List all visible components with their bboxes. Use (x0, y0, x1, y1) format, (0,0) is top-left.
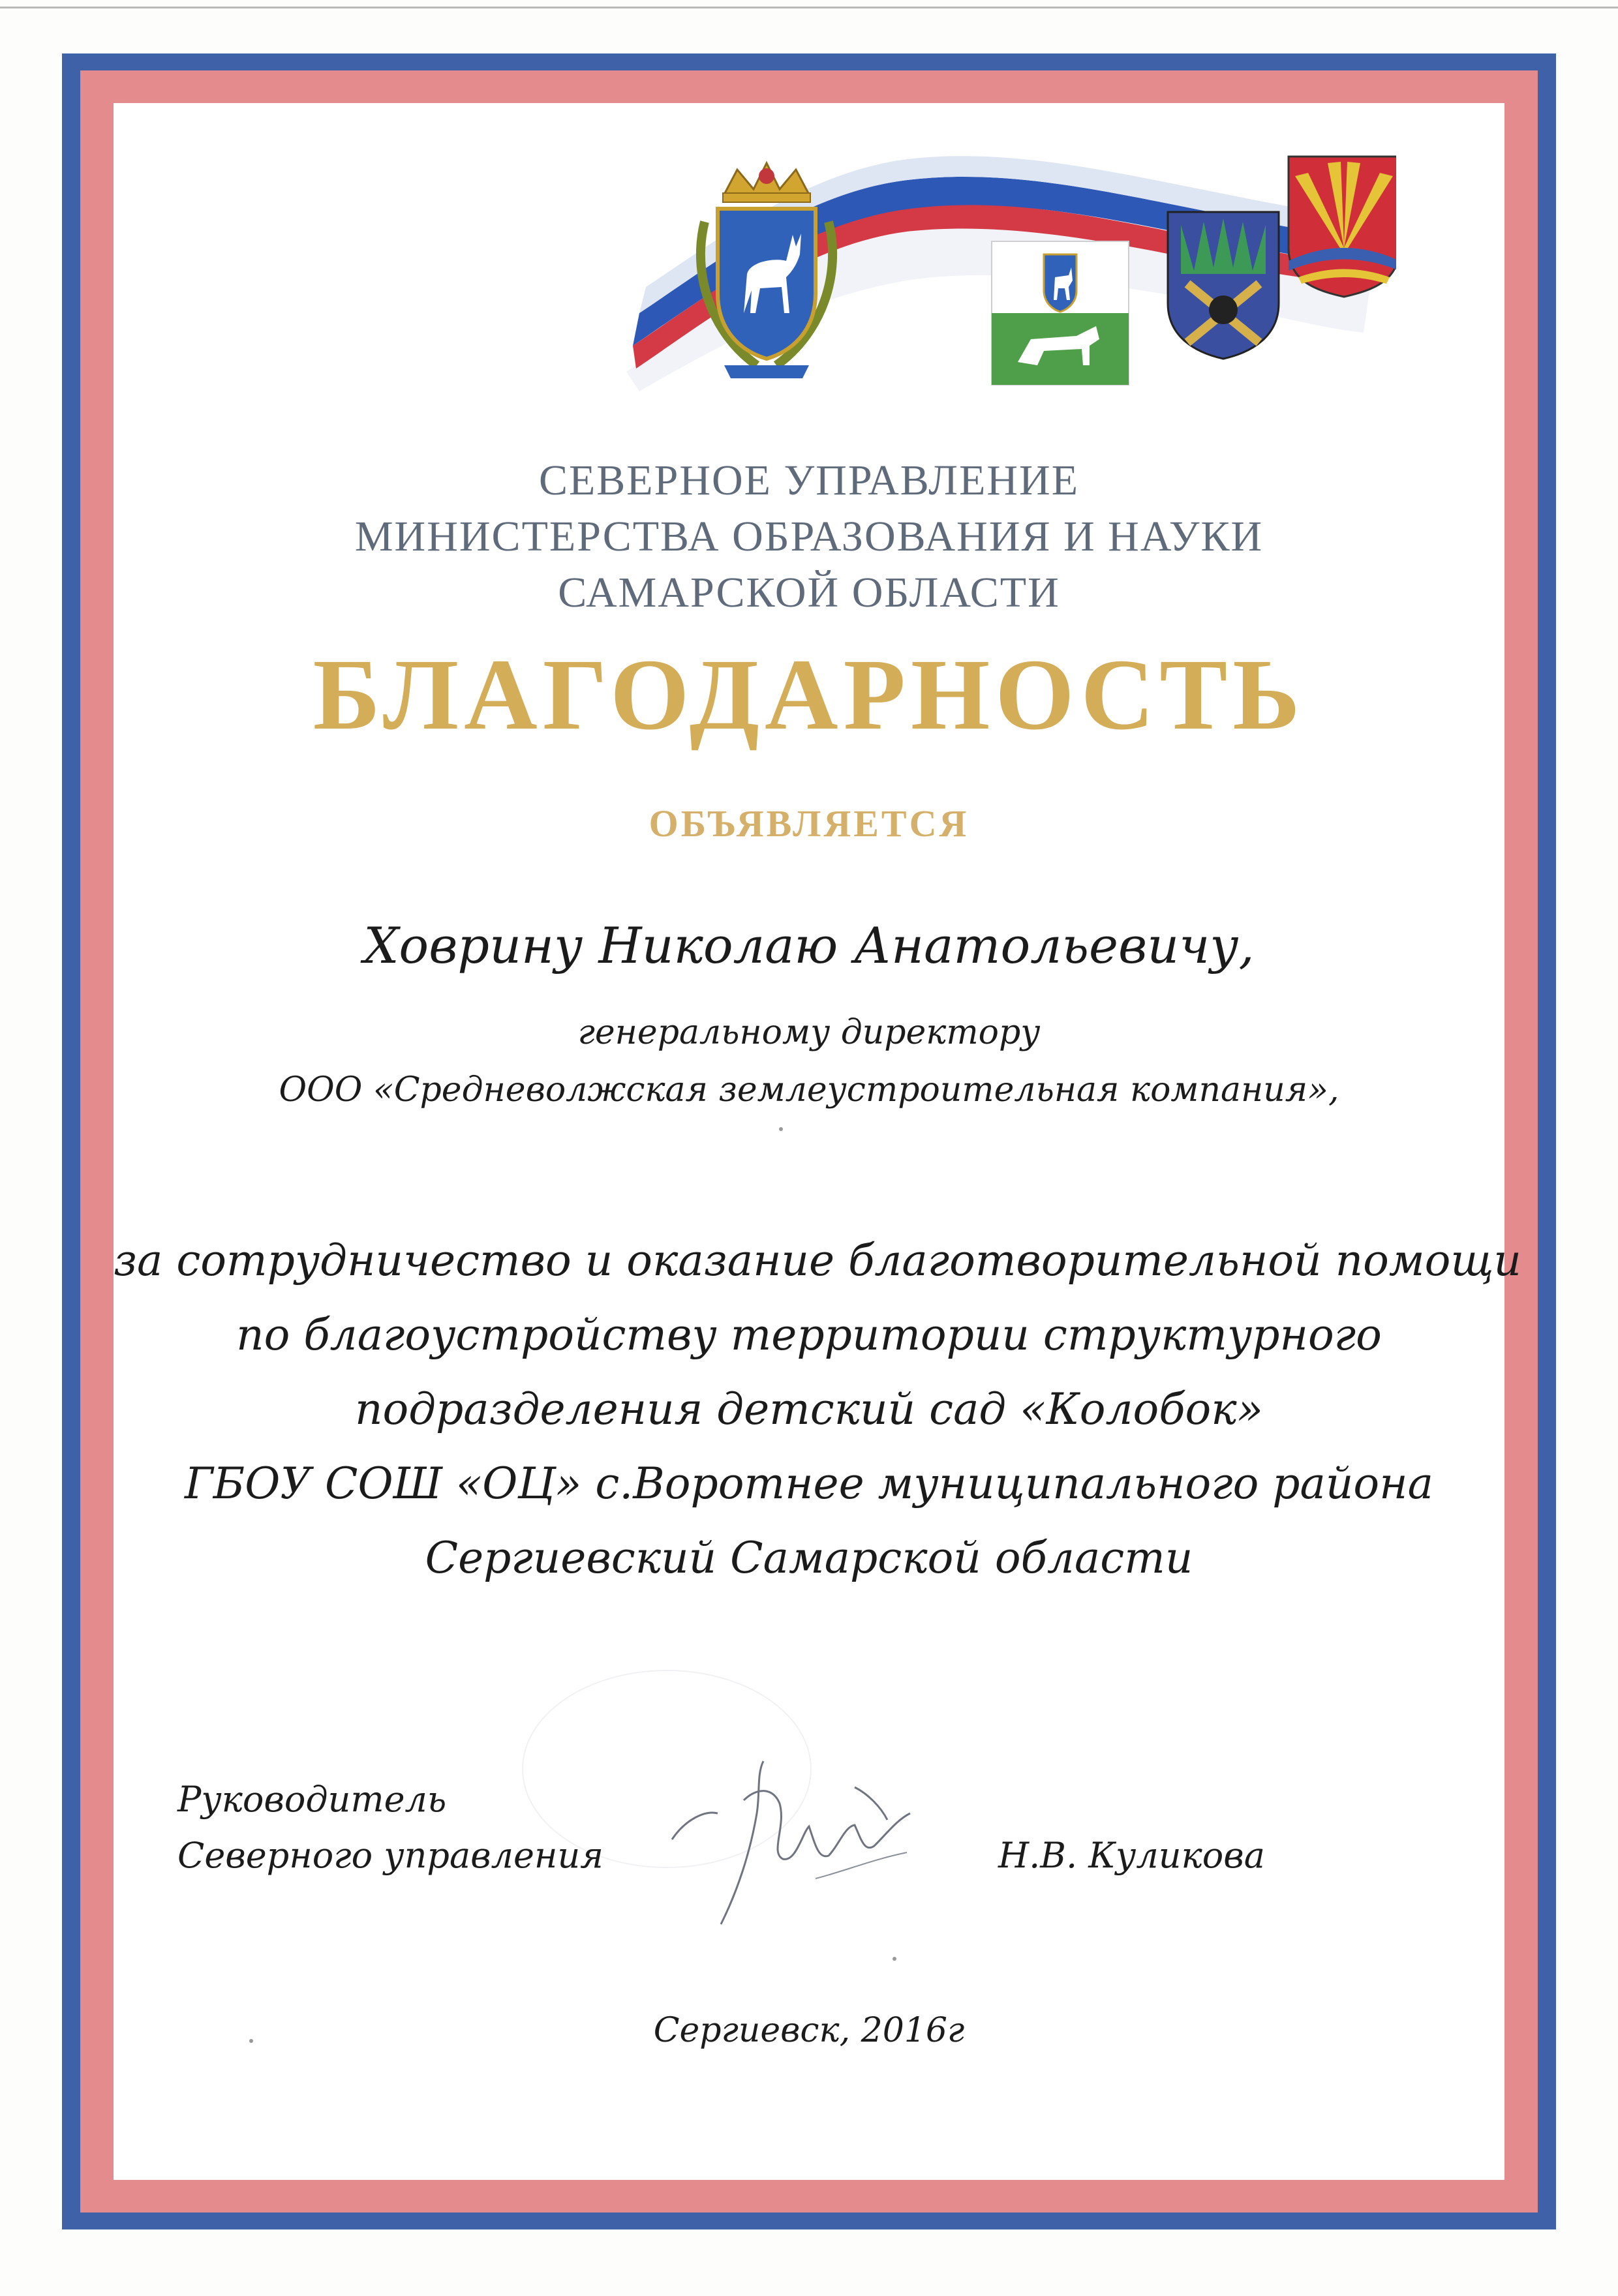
scan-speck (893, 1957, 896, 1961)
sergievsky-district-flag-icon (992, 241, 1129, 385)
issuer-line-1: СЕВЕРНОЕ УПРАВЛЕНИЕ (538, 457, 1080, 504)
village-coat-of-arms-icon (1289, 157, 1396, 297)
reason-line: Сергиевский Самарской области (425, 1533, 1193, 1583)
reason-line: ГБОУ СОШ «ОЦ» с.Воротнее муниципального района (185, 1458, 1433, 1509)
handwritten-signature (659, 1748, 933, 1937)
reason-text (114, 1224, 1521, 1595)
district-coat-of-arms-icon (1168, 212, 1279, 359)
signatory-name: Н.В. Куликова (998, 1835, 1265, 1876)
scan-speck (779, 1127, 783, 1131)
scan-speck (249, 2039, 253, 2043)
issuer-line-3: САМАРСКОЙ ОБЛАСТИ (558, 569, 1060, 616)
reason-line: по благоустройству территории структурного (236, 1310, 1382, 1360)
signatory-title-line-2: Северного управления (177, 1835, 604, 1876)
recipient-company: ООО «Средневолжская землеустроительная компания», (279, 1070, 1339, 1110)
document-title: БЛАГОДАРНОСТЬ (313, 638, 1305, 751)
place-and-date: Сергиевск, 2016г (653, 2011, 965, 2050)
reason-line: подразделения детский сад «Колобок» (354, 1384, 1264, 1434)
recipient-name: Ховрину Николаю Анатольевичу, (363, 916, 1255, 974)
signatory-title-line-1: Руководитель (177, 1779, 447, 1820)
recipient-position: генеральному директору (577, 1013, 1041, 1052)
issuer-line-2: МИНИСТЕРСТВА ОБРАЗОВАНИЯ И НАУКИ (354, 513, 1264, 560)
emblems-row (626, 150, 1396, 398)
scan-edge-line (0, 7, 1618, 8)
signatory-title (177, 1772, 603, 1884)
announced-label: ОБЪЯВЛЯЕТСЯ (649, 802, 969, 845)
reason-line: за сотрудничество и оказание благотворительной помощи (114, 1235, 1521, 1286)
